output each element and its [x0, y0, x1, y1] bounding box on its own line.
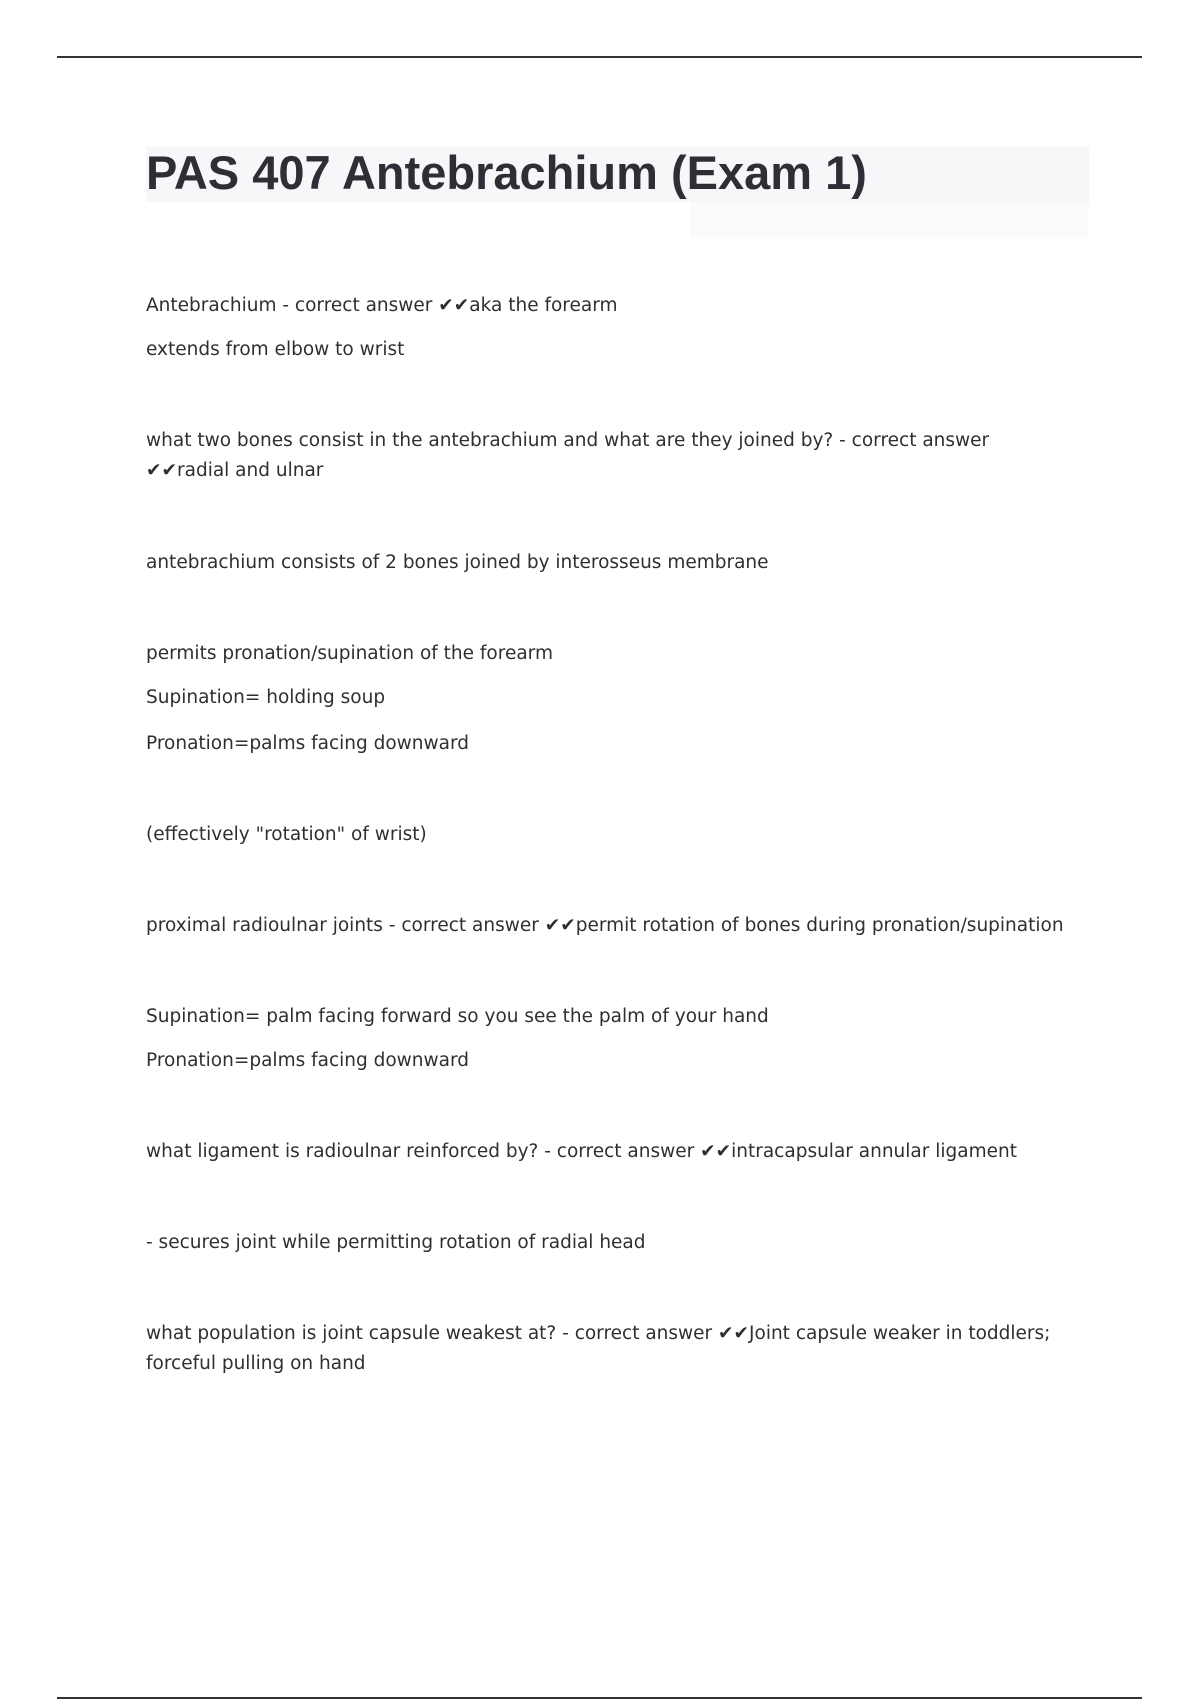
top-rule	[57, 56, 1142, 58]
answer-line: - secures joint while permitting rotation of radial head	[146, 1232, 646, 1253]
qa-question-antebrachium: Antebrachium - correct answer ✔✔aka the forearm	[146, 295, 618, 316]
answer-line: Supination= holding soup	[146, 687, 386, 708]
document-title: PAS 407 Antebrachium (Exam 1)	[146, 146, 867, 199]
answer-line: extends from elbow to wrist	[146, 339, 405, 360]
answer-line: Pronation=palms facing downward	[146, 1050, 470, 1071]
answer-line: permits pronation/supination of the forearm	[146, 643, 553, 664]
answer-line: (effectively "rotation" of wrist)	[146, 824, 427, 845]
answer-line: antebrachium consists of 2 bones joined by interosseus membrane	[146, 552, 769, 573]
qa-question-joint-capsule: what population is joint capsule weakest at? - correct answer ✔✔Joint capsule weaker in toddlers; forceful pulling on hand	[146, 1323, 1051, 1374]
answer-line: Pronation=palms facing downward	[146, 733, 470, 754]
qa-question-radioulnar-joints: proximal radioulnar joints - correct answer ✔✔permit rotation of bones during pronation/supination	[146, 915, 1064, 936]
qa-question-ligament: what ligament is radioulnar reinforced by? - correct answer ✔✔intracapsular annular ligament	[146, 1141, 1017, 1162]
qa-question-two-bones: what two bones consist in the antebrachium and what are they joined by? - correct answer ✔✔radial and ulnar	[146, 430, 990, 481]
answer-line: Supination= palm facing forward so you see the palm of your hand	[146, 1006, 769, 1027]
bottom-rule	[57, 1697, 1142, 1699]
title-highlight-shade	[690, 202, 1089, 238]
